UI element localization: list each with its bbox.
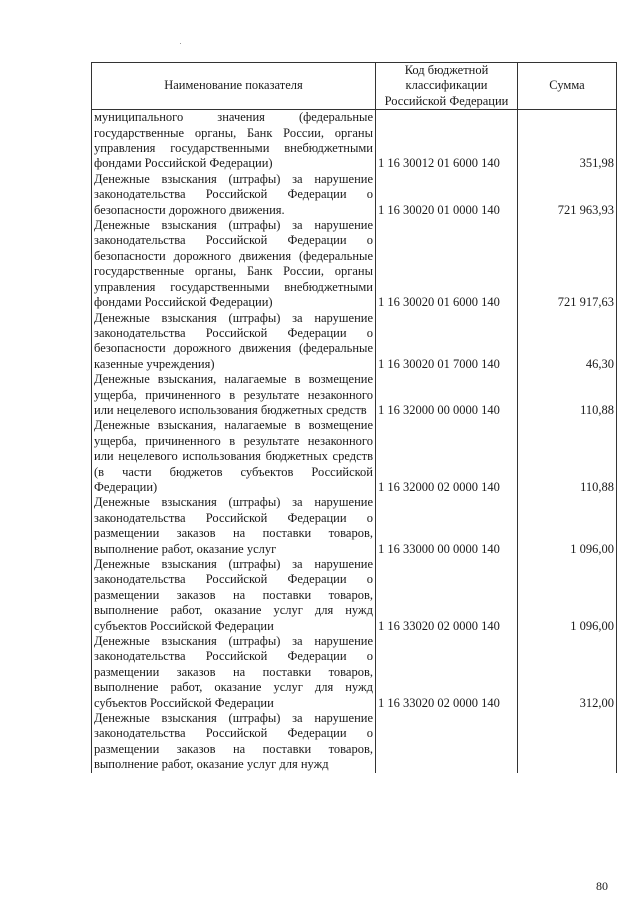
table-header-row (92, 63, 617, 110)
row-sum: 312,00 (518, 634, 617, 711)
row-budget-code: 1 16 30020 01 0000 140 (376, 172, 518, 218)
row-indicator-name: Денежные взыскания (штрафы) за нарушение законодательства Российской Федерации о размещении заказов на поставки товаров, выполнение работ, оказание услуг для нужд субъектов Российской Федерации (92, 557, 376, 634)
row-sum: 1 096,00 (518, 495, 617, 557)
table-row (92, 634, 617, 711)
row-sum (518, 711, 617, 773)
header-budget-code: Код бюджетной классификации Российской Федерации (376, 63, 518, 110)
table-row (92, 418, 617, 495)
row-sum: 110,88 (518, 418, 617, 495)
row-sum: 1 096,00 (518, 557, 617, 634)
table-row (92, 557, 617, 634)
table-row (92, 172, 617, 218)
row-budget-code: 1 16 32000 00 0000 140 (376, 372, 518, 418)
row-budget-code: 1 16 33020 02 0000 140 (376, 557, 518, 634)
row-indicator-name: Денежные взыскания (штрафы) за нарушение законодательства Российской Федерации о безопасности дорожного движения. (92, 172, 376, 218)
row-indicator-name: Денежные взыскания, налагаемые в возмещение ущерба, причиненного в результате незаконного или нецелевого использования бюджетных средств (92, 372, 376, 418)
row-budget-code: 1 16 30020 01 7000 140 (376, 311, 518, 373)
table-row (92, 311, 617, 373)
scan-speck (180, 43, 181, 44)
row-indicator-name: Денежные взыскания (штрафы) за нарушение законодательства Российской Федерации о безопасности дорожного движения (федеральные казенные учреждения) (92, 311, 376, 373)
page-number: 80 (596, 879, 608, 893)
header-sum: Сумма (518, 63, 617, 110)
row-indicator-name: Денежные взыскания (штрафы) за нарушение законодательства Российской Федерации о безопасности дорожного движения (федеральные государственные органы, Банк России, органы управления государственными внебюджетными фондами Российской Федерации) (92, 218, 376, 310)
row-sum: 110,88 (518, 372, 617, 418)
table-row (92, 110, 617, 172)
row-indicator-name: Денежные взыскания (штрафы) за нарушение законодательства Российской Федерации о размещении заказов на поставки товаров, выполнение работ, оказание услуг для нужд субъектов Российской Федерации (92, 634, 376, 711)
budget-revenue-table (91, 62, 617, 773)
row-budget-code: 1 16 30020 01 6000 140 (376, 218, 518, 310)
row-sum: 351,98 (518, 110, 617, 172)
header-indicator-name: Наименование показателя (92, 63, 376, 110)
row-budget-code: 1 16 33020 02 0000 140 (376, 634, 518, 711)
row-indicator-name: Денежные взыскания (штрафы) за нарушение законодательства Российской Федерации о размещении заказов на поставки товаров, выполнение работ, оказание услуг (92, 495, 376, 557)
row-budget-code: 1 16 30012 01 6000 140 (376, 110, 518, 172)
row-budget-code: 1 16 32000 02 0000 140 (376, 418, 518, 495)
row-indicator-name: муниципального значения (федеральные государственные органы, Банк России, органы управления государственными внебюджетными фондами Российской Федерации) (92, 110, 376, 172)
table-row (92, 218, 617, 310)
row-budget-code (376, 711, 518, 773)
table-row (92, 711, 617, 773)
row-budget-code: 1 16 33000 00 0000 140 (376, 495, 518, 557)
row-sum: 721 963,93 (518, 172, 617, 218)
row-sum: 721 917,63 (518, 218, 617, 310)
row-indicator-name: Денежные взыскания (штрафы) за нарушение законодательства Российской Федерации о размещении заказов на поставки товаров, выполнение работ, оказание услуг для нужд (92, 711, 376, 773)
row-sum: 46,30 (518, 311, 617, 373)
table-row (92, 372, 617, 418)
table-row (92, 495, 617, 557)
row-indicator-name: Денежные взыскания, налагаемые в возмещение ущерба, причиненного в результате незаконного или нецелевого использования бюджетных средств (в части бюджетов субъектов Российской Федерации) (92, 418, 376, 495)
